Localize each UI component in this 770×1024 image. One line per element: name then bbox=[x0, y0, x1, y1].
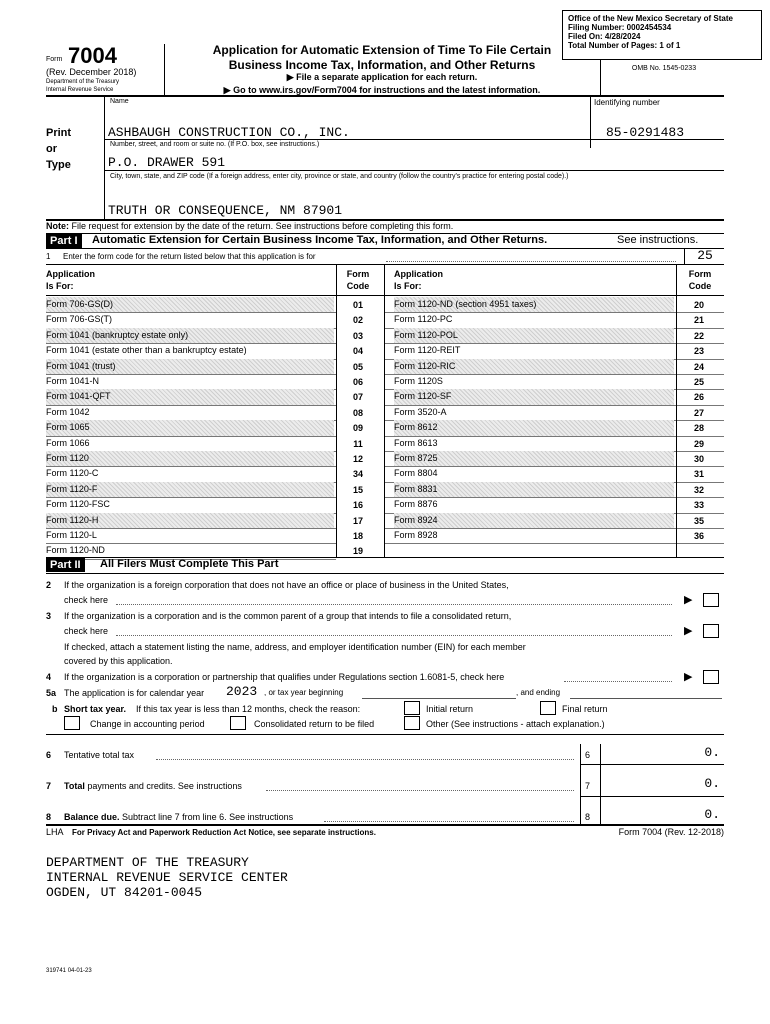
form-code-right: 28 bbox=[693, 423, 704, 434]
col-application-right bbox=[394, 268, 443, 292]
form-code-right: 24 bbox=[693, 361, 704, 372]
omb-number: OMB No. 1545-0233 bbox=[631, 65, 697, 72]
line4-number: 4 bbox=[46, 672, 52, 682]
form-code-right: 32 bbox=[693, 484, 704, 495]
form-code-left: 17 bbox=[352, 515, 363, 526]
form-code-row-right: Form 1120S bbox=[394, 376, 443, 386]
form-code-row-left: Form 1120-ND bbox=[46, 545, 105, 556]
revision: (Rev. December 2018) bbox=[46, 67, 137, 77]
form-prefix: Form bbox=[46, 56, 63, 63]
form-code-row-left: Form 1042 bbox=[46, 406, 90, 417]
part1-label: Part I bbox=[46, 234, 82, 248]
line3-number: 3 bbox=[46, 611, 52, 621]
line6-text: Tentative total tax bbox=[64, 750, 135, 760]
form-number: 7004 bbox=[68, 43, 117, 68]
form-code-left: 04 bbox=[352, 346, 363, 357]
arrow-icon: ▶ bbox=[684, 625, 693, 637]
mail-line-1: DEPARTMENT OF THE TREASURY bbox=[46, 855, 249, 870]
row-divider bbox=[384, 497, 724, 498]
form-title-2: Business Income Tax, Information, and Other Returns bbox=[228, 58, 536, 72]
form-title-1: Application for Automatic Extension of Time To File Certain bbox=[212, 43, 552, 57]
row-divider bbox=[46, 466, 336, 467]
part1-title: Automatic Extension for Certain Business Income Tax, Information, and Other Returns. bbox=[92, 234, 548, 246]
type-label: Type bbox=[46, 159, 71, 171]
row-divider bbox=[46, 543, 336, 544]
page-code: 319741 04-01-23 bbox=[46, 968, 92, 974]
id-label: Identifying number bbox=[594, 98, 660, 107]
form-code-row-right: Form 1120-PC bbox=[394, 314, 453, 325]
arrow-icon: ▶ bbox=[684, 671, 693, 683]
line1-number: 1 bbox=[46, 252, 51, 261]
form-code-row-left: Form 1041 (bankruptcy estate only) bbox=[46, 329, 189, 340]
other-checkbox[interactable] bbox=[404, 716, 420, 730]
form-code-left: 12 bbox=[352, 454, 363, 464]
form-code-row-left: Form 706-GS(T) bbox=[46, 314, 113, 325]
col-application-left bbox=[46, 268, 95, 292]
form-code-row-right: Form 1120-ND (section 4951 taxes) bbox=[394, 299, 537, 309]
consolidated-label: Consolidated return to be filed bbox=[254, 719, 375, 729]
row-divider bbox=[46, 343, 336, 344]
form-code-right: 30 bbox=[693, 454, 704, 464]
line2-text-b: check here bbox=[64, 595, 109, 605]
col-app-b: Is For: bbox=[46, 281, 74, 291]
line3-text-b: check here bbox=[64, 626, 109, 636]
line4-checkbox[interactable] bbox=[703, 670, 719, 684]
stamp-office: Office of the New Mexico Secretary of State bbox=[568, 14, 733, 23]
form-code-row-left: Form 1120-L bbox=[46, 530, 97, 540]
col-code-a: Form bbox=[346, 269, 370, 279]
row-divider bbox=[384, 543, 724, 544]
col-code-b: Code bbox=[688, 281, 712, 291]
row-divider bbox=[384, 343, 724, 344]
form-code-left: 03 bbox=[352, 330, 363, 341]
form-code-row-left: Form 1041-N bbox=[46, 376, 100, 386]
mailing-address bbox=[46, 855, 288, 900]
line8-box: 8 bbox=[585, 812, 591, 822]
print-label: Print bbox=[46, 127, 72, 139]
line1-text: Enter the form code for the return listed below that this application is for bbox=[63, 252, 316, 261]
city-state-zip[interactable]: TRUTH OR CONSEQUENCE, NM 87901 bbox=[108, 203, 343, 218]
line5b-number: b bbox=[52, 704, 58, 714]
name-label: Name bbox=[110, 98, 129, 105]
dept-treasury: Department of the Treasury bbox=[46, 79, 120, 85]
form-reference: Form 7004 (Rev. 12-2018) bbox=[618, 827, 724, 837]
form-code-left: 11 bbox=[353, 438, 363, 449]
col-code-right bbox=[680, 268, 720, 292]
stamp-filing-number: Filing Number: 0002454534 bbox=[568, 23, 672, 32]
form-code-right: 23 bbox=[693, 346, 704, 357]
lha-label: LHA bbox=[46, 827, 64, 837]
form-code-left: 09 bbox=[352, 423, 363, 434]
stamp-filed-on: Filed On: 4/28/2024 bbox=[568, 32, 641, 41]
form-code-left: 02 bbox=[352, 315, 363, 326]
row-divider bbox=[46, 374, 336, 375]
consolidated-checkbox[interactable] bbox=[230, 716, 246, 730]
form-code-right: 36 bbox=[693, 531, 704, 541]
calendar-year[interactable]: 2023 bbox=[226, 684, 258, 699]
row-divider bbox=[46, 312, 336, 313]
line4-text: If the organization is a corporation or partnership that qualifies under Regulations section 1.6081-5, check here bbox=[64, 672, 505, 682]
privacy-notice: For Privacy Act and Paperwork Reduction Act Notice, see separate instructions. bbox=[72, 828, 376, 837]
city-label: City, town, state, and ZIP code (If a foreign address, enter city, province or state, and country (follow the country's practice for entering postal code).) bbox=[110, 173, 569, 180]
form-code-left: 07 bbox=[352, 392, 363, 403]
column-divider bbox=[384, 264, 385, 557]
note-label: Note: bbox=[46, 221, 69, 231]
column-divider bbox=[676, 264, 677, 557]
form-code-row-left: Form 1041-QFT bbox=[46, 391, 111, 402]
col-app-a: Application bbox=[394, 269, 443, 279]
line8-number: 8 bbox=[46, 812, 52, 822]
final-return-checkbox[interactable] bbox=[540, 701, 556, 715]
form-code-row-left: Form 1041 (estate other than a bankruptcy estate) bbox=[46, 345, 247, 356]
col-app-b: Is For: bbox=[394, 281, 422, 291]
line5b-bold: Short tax year. bbox=[64, 704, 127, 714]
line8-text bbox=[64, 812, 293, 822]
stamp-page-count: Total Number of Pages: 1 of 1 bbox=[568, 41, 681, 50]
form-code-row-left: Form 1120-FSC bbox=[46, 499, 110, 510]
form-code-row-right: Form 8612 bbox=[394, 422, 438, 433]
line2-text-a: If the organization is a foreign corporation that does not have an office or place of business in the United States, bbox=[64, 580, 509, 590]
line8-desc: Subtract line 7 from line 6. See instructions bbox=[122, 812, 294, 822]
line5a-end: , and ending bbox=[516, 688, 561, 697]
form-subtitle-1: ▶ File a separate application for each return. bbox=[286, 72, 478, 82]
part1-see-instructions: See instructions. bbox=[617, 234, 699, 246]
form-code-row-left: Form 1120 bbox=[46, 453, 89, 463]
or-label: or bbox=[46, 143, 57, 155]
form-code-row-right: Form 1120-RIC bbox=[394, 360, 456, 371]
row-divider bbox=[46, 497, 336, 498]
line7-text bbox=[64, 781, 242, 791]
final-return-label: Final return bbox=[562, 704, 608, 714]
form-code-row-left: Form 1120-F bbox=[46, 483, 98, 494]
form-code-right: 22 bbox=[693, 330, 704, 341]
form-code-right: 27 bbox=[693, 407, 704, 418]
line3-text-a: If the organization is a corporation and is the common parent of a group that intends to file a consolidated return, bbox=[64, 611, 512, 621]
form-code-right: 21 bbox=[693, 315, 704, 326]
taxpayer-name[interactable]: ASHBAUGH CONSTRUCTION CO., INC. bbox=[108, 125, 350, 140]
initial-return-label: Initial return bbox=[426, 704, 474, 714]
line6-box: 6 bbox=[585, 750, 591, 760]
form-code-right: 29 bbox=[693, 438, 704, 449]
other-label: Other (See instructions - attach explanation.) bbox=[426, 719, 605, 729]
row-divider bbox=[384, 374, 724, 375]
line8-bold: Balance due. bbox=[64, 812, 120, 822]
line5a-text: The application is for calendar year bbox=[64, 688, 205, 698]
change-accounting-label: Change in accounting period bbox=[90, 719, 205, 729]
col-code-a: Form bbox=[688, 269, 712, 279]
line3-text-d: covered by this application. bbox=[64, 656, 173, 666]
form-code-row-left: Form 1065 bbox=[46, 422, 90, 433]
form-code-row-right: Form 1120-REIT bbox=[394, 345, 461, 356]
form-subtitle-2: ▶ Go to www.irs.gov/Form7004 for instructions and the latest information. bbox=[223, 85, 541, 95]
line3-text-c: If checked, attach a statement listing the name, address, and employer identification number (EIN) for each member bbox=[64, 642, 526, 652]
form-code-left: 34 bbox=[352, 469, 363, 480]
mail-line-3: OGDEN, UT 84201-0045 bbox=[46, 885, 203, 900]
note-text: File request for extension by the date of the return. See instructions before completing this form. bbox=[71, 221, 454, 231]
street-address[interactable]: P.O. DRAWER 591 bbox=[108, 155, 226, 170]
line7-number: 7 bbox=[46, 781, 52, 791]
form-code-right: 20 bbox=[693, 300, 704, 310]
form-code-left: 05 bbox=[352, 361, 363, 372]
row-divider bbox=[384, 466, 724, 467]
form-code-row-right: Form 8725 bbox=[394, 453, 438, 463]
arrow-icon: ▶ bbox=[684, 594, 693, 606]
form-code-row-left: Form 1120-C bbox=[46, 468, 99, 479]
line5a-mid: , or tax year beginning bbox=[264, 688, 344, 697]
form-code-left: 01 bbox=[352, 300, 363, 310]
form-code-row-left: Form 1120-H bbox=[46, 514, 99, 525]
line7-value[interactable]: 0. bbox=[704, 776, 720, 791]
form-code-right: 35 bbox=[693, 515, 704, 526]
form-code-row-right: Form 8924 bbox=[394, 514, 438, 525]
note bbox=[46, 221, 453, 231]
part2-title: All Filers Must Complete This Part bbox=[100, 558, 279, 570]
row-divider bbox=[384, 312, 724, 313]
form-code-row-right: Form 8876 bbox=[394, 499, 438, 510]
col-app-a: Application bbox=[46, 269, 95, 279]
street-label: Number, street, and room or suite no. (If P.O. box, see instructions.) bbox=[110, 141, 320, 148]
form-code-left: 06 bbox=[352, 377, 363, 387]
form-code-row-right: Form 1120-POL bbox=[394, 329, 458, 340]
line5b-text: If this tax year is less than 12 months, check the reason: bbox=[136, 704, 361, 714]
form-code-left: 16 bbox=[352, 500, 363, 511]
form-code-left: 19 bbox=[352, 546, 363, 557]
form-code-row-left: Form 706-GS(D) bbox=[46, 299, 114, 309]
line7-bold: Total bbox=[64, 781, 85, 791]
form-code-row-right: Form 3520-A bbox=[394, 406, 447, 417]
form-code-right: 31 bbox=[693, 469, 704, 480]
form-code-left: 08 bbox=[352, 407, 363, 418]
form-code-row-right: Form 8928 bbox=[394, 530, 438, 540]
form-code-row-right: Form 8804 bbox=[394, 468, 438, 479]
line7-box: 7 bbox=[585, 781, 591, 791]
row-divider bbox=[384, 405, 724, 406]
row-divider bbox=[384, 528, 724, 529]
mail-line-2: INTERNAL REVENUE SERVICE CENTER bbox=[46, 870, 288, 885]
form-code-left: 18 bbox=[352, 531, 363, 541]
line1-form-code[interactable]: 25 bbox=[684, 248, 725, 264]
column-divider bbox=[336, 264, 337, 557]
form-code-right: 26 bbox=[693, 392, 704, 403]
part2-label: Part II bbox=[46, 558, 85, 572]
form-code-right: 25 bbox=[693, 377, 704, 387]
form-code-row-left: Form 1041 (trust) bbox=[46, 360, 116, 371]
line7-desc: payments and credits. See instructions bbox=[87, 781, 242, 791]
line5a-number: 5a bbox=[46, 688, 57, 698]
form-code-row-right: Form 1120-SF bbox=[394, 391, 452, 402]
col-code-left bbox=[338, 268, 378, 292]
line2-number: 2 bbox=[46, 580, 52, 590]
line6-value[interactable]: 0. bbox=[704, 745, 720, 760]
form-code-right: 33 bbox=[693, 500, 704, 511]
initial-return-checkbox[interactable] bbox=[404, 701, 420, 715]
form-code-row-right: Form 8613 bbox=[394, 437, 438, 448]
row-divider bbox=[46, 405, 336, 406]
form-code-row-left: Form 1066 bbox=[46, 437, 90, 448]
row-divider bbox=[46, 528, 336, 529]
line2-checkbox[interactable] bbox=[703, 593, 719, 607]
form-code-row-right: Form 8831 bbox=[394, 483, 438, 494]
change-accounting-checkbox[interactable] bbox=[64, 716, 80, 730]
line8-value[interactable]: 0. bbox=[704, 807, 720, 822]
form-code-left: 15 bbox=[352, 484, 363, 495]
line6-number: 6 bbox=[46, 750, 52, 760]
row-divider bbox=[384, 436, 724, 437]
row-divider bbox=[46, 436, 336, 437]
col-code-b: Code bbox=[346, 281, 370, 291]
line3-checkbox[interactable] bbox=[703, 624, 719, 638]
taxpayer-ein[interactable]: 85-0291483 bbox=[606, 125, 685, 140]
dept-irs: Internal Revenue Service bbox=[46, 87, 114, 93]
